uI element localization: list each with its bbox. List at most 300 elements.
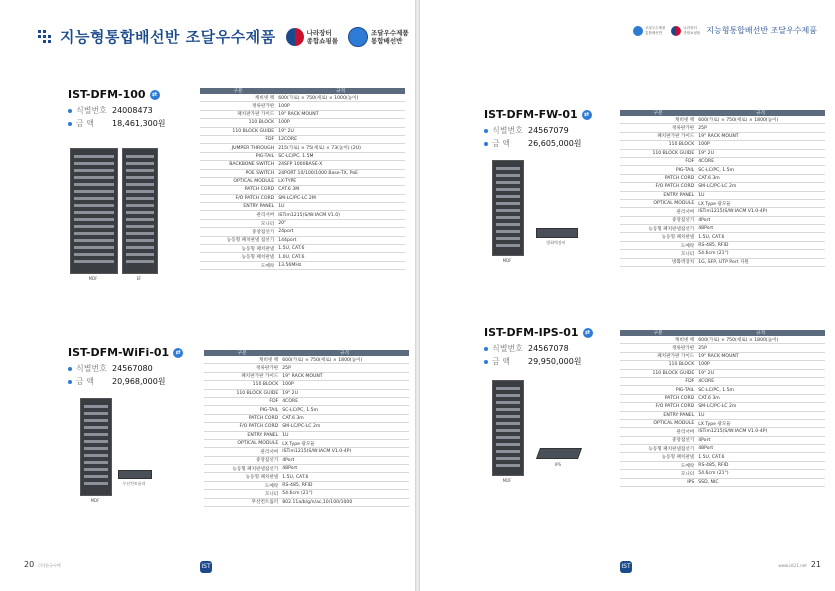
- rack-unit: [126, 169, 154, 172]
- spec-key: 패치판가판 가이드: [200, 110, 276, 118]
- rack-unit: [496, 223, 520, 226]
- spec-key: 110 BLOCK: [620, 141, 696, 149]
- right-page: [420, 0, 835, 591]
- spec-value: 19" 2U: [696, 149, 825, 157]
- rack-unit: [496, 429, 520, 432]
- spec-row: [620, 157, 825, 165]
- spec-value: 802.11a/b/g/n/ac,10/100/1000: [280, 498, 409, 506]
- spec-value: 19" 2U: [280, 389, 409, 397]
- link-badge-icon: ⇄: [583, 328, 593, 338]
- spec-value: SC-LC/PC, 1.5m: [696, 386, 825, 394]
- spec-value: LX Type 광모듈: [280, 439, 409, 447]
- spec-value: 600(가로) × 750(세로) × 1000(높이): [276, 94, 405, 102]
- spec-key: 정류판가판: [620, 344, 696, 352]
- spec-key: 모니터: [200, 219, 276, 227]
- spec-row: [200, 152, 405, 160]
- spec-row: [620, 191, 825, 199]
- spec-value: LX Type 광모듈: [696, 199, 825, 207]
- spec-value: 100P: [276, 119, 405, 127]
- rack-unit: [496, 415, 520, 418]
- rack-unit: [496, 394, 520, 397]
- spec-value: 13.56MHz: [276, 261, 405, 269]
- spec-row: [200, 186, 405, 194]
- dot-bullet-icon: [484, 360, 488, 364]
- ips-device-image: [536, 448, 582, 459]
- spec-value: 1U: [276, 203, 405, 211]
- spec-value: 4Port: [696, 216, 825, 224]
- spec-row: [620, 124, 825, 132]
- device-caption: 무선컨트롤러: [122, 481, 146, 486]
- spec-value: SC-LC/PC, 1.5m: [696, 166, 825, 174]
- spec-key: BACKBONE SWITCH: [200, 161, 276, 169]
- spec-row: [200, 177, 405, 185]
- rack-caption: MDF: [502, 478, 512, 483]
- rack-unit: [84, 419, 108, 422]
- price-value: 26,605,000원: [528, 139, 582, 148]
- right-logo1-line1: 조달우수제품: [645, 26, 666, 30]
- spec-key: 능동형 패치판넬집선기: [204, 465, 280, 473]
- spec-row: [200, 127, 405, 135]
- spec-key: 110 BLOCK GUIDE: [620, 149, 696, 157]
- rack-unit: [126, 246, 154, 249]
- spec-row: [620, 461, 825, 469]
- rack-unit: [496, 244, 520, 247]
- spec-key: 관리서버: [620, 428, 696, 436]
- spec-value: 54.6cm (21"): [280, 490, 409, 498]
- rack-unit: [496, 230, 520, 233]
- col-header-value: 규격: [280, 350, 409, 356]
- rack-unit: [126, 239, 154, 242]
- rack-unit: [496, 202, 520, 205]
- rack-unit: [126, 225, 154, 228]
- product-ist-dfm-ips-01: [484, 326, 593, 367]
- mdf-rack-image: [492, 380, 524, 476]
- spec-key: 캐비넷 랙: [620, 116, 696, 124]
- rack-unit: [74, 197, 114, 200]
- ef-rack-image: [122, 148, 158, 274]
- spec-row: [620, 411, 825, 419]
- rack-unit: [84, 468, 108, 471]
- rack-unit: [74, 253, 114, 256]
- left-header: [38, 26, 409, 47]
- col-header-key: 구분: [200, 88, 276, 94]
- spec-row: [620, 258, 825, 266]
- spec-table: [620, 110, 825, 267]
- spec-row: [204, 490, 409, 498]
- rack-unit: [496, 181, 520, 184]
- spec-key: F/O PATCH CORD: [620, 183, 696, 191]
- spec-row: [204, 356, 409, 364]
- id-value: 24008473: [112, 106, 153, 115]
- spec-value: CAT.6 3M: [276, 186, 405, 194]
- link-badge-icon: ⇄: [173, 348, 183, 358]
- spec-key: F/O PATCH CORD: [204, 423, 280, 431]
- spec-row: [620, 116, 825, 124]
- spec-key: 캐비넷 랙: [620, 336, 696, 344]
- spec-key: 도메락: [200, 261, 276, 269]
- spec-value: CAT.6 3m: [696, 394, 825, 402]
- spec-row: [620, 166, 825, 174]
- spec-key: PATCH CORD: [620, 394, 696, 402]
- spec-key: 110 BLOCK: [204, 381, 280, 389]
- spec-row: [620, 352, 825, 360]
- rack-unit: [496, 216, 520, 219]
- spec-key: 모니터: [204, 490, 280, 498]
- spec-row: [620, 141, 825, 149]
- spec-key: 중앙집선기: [620, 216, 696, 224]
- spec-value: 24SFP 1000BASE-X: [276, 161, 405, 169]
- right-logo2-line2: 종합쇼핑몰: [683, 30, 701, 35]
- product-name: IST-DFM-100: [68, 88, 146, 101]
- rack-unit: [126, 211, 154, 214]
- spec-value: 144port: [276, 236, 405, 244]
- spec-row: [200, 135, 405, 143]
- spec-key: PATCH CORD: [620, 174, 696, 182]
- spec-value: 100P: [696, 361, 825, 369]
- logo1-line2: 종합쇼핑몰: [306, 36, 338, 45]
- spec-key: 능동형 패치판넬 집선기: [200, 236, 276, 244]
- spec-row: [200, 161, 405, 169]
- rack-caption: EF: [136, 276, 142, 281]
- spec-row: [620, 216, 825, 224]
- spec-key: PIG-TAIL: [204, 406, 280, 414]
- spec-value: 54.6cm (21"): [696, 250, 825, 258]
- spec-row: [620, 453, 825, 461]
- company-logo-icon: IST: [200, 561, 212, 573]
- rack-unit: [496, 237, 520, 240]
- spec-key: 패치판가판 가이드: [620, 132, 696, 140]
- spec-row: [204, 448, 409, 456]
- spec-value: SM-LC/PC-LC 2m: [696, 183, 825, 191]
- spec-value: 24port: [276, 228, 405, 236]
- spec-row: [200, 236, 405, 244]
- spec-key: 110 BLOCK GUIDE: [620, 369, 696, 377]
- excellent-product-logo: [348, 27, 409, 47]
- spec-row: [620, 174, 825, 182]
- spec-row: [620, 445, 825, 453]
- spec-key: 도메락: [620, 241, 696, 249]
- spec-value: 4CORE: [696, 377, 825, 385]
- rack-unit: [496, 436, 520, 439]
- product-ist-dfm-wifi-01: [68, 346, 183, 387]
- rack-unit: [74, 260, 114, 263]
- shopping-mall-logo: [671, 26, 700, 36]
- spec-row: [620, 386, 825, 394]
- rack-unit: [84, 454, 108, 457]
- price-value: 29,950,000원: [528, 357, 582, 366]
- rack-unit: [74, 183, 114, 186]
- spec-row: [620, 233, 825, 241]
- spec-key: OPTICAL MODULE: [620, 419, 696, 427]
- spec-value: 19" RACK MOUNT: [696, 352, 825, 360]
- id-label: 식별번호: [76, 106, 107, 115]
- page-title: 지능형통합배선반 조달우수제품: [60, 28, 276, 46]
- spec-value: 54.6cm (21"): [696, 470, 825, 478]
- spec-row: [204, 465, 409, 473]
- spec-key: FDF: [620, 157, 696, 165]
- spec-key: 능동형 패치판넬: [620, 453, 696, 461]
- spec-value: LX-TYPE: [276, 177, 405, 185]
- rack-unit: [74, 232, 114, 235]
- spec-key: 무선컨트롤러: [204, 498, 280, 506]
- col-header-key: 구분: [620, 110, 696, 116]
- rack-unit: [74, 190, 114, 193]
- col-header-value: 규격: [696, 330, 825, 336]
- spec-row: [200, 211, 405, 219]
- rack-unit: [496, 195, 520, 198]
- rack-unit: [126, 218, 154, 221]
- company-url: www.ist21.net: [778, 563, 807, 568]
- rack-unit: [496, 387, 520, 390]
- spec-row: [204, 456, 409, 464]
- spec-value: 12CORE: [276, 135, 405, 143]
- spec-value: 1.5U, CAT.6: [696, 233, 825, 241]
- spec-key: F/O PATCH CORD: [200, 194, 276, 202]
- page-number: [778, 560, 821, 569]
- dot-bullet-icon: [484, 347, 488, 351]
- product-name: IST-DFM-FW-01: [484, 108, 578, 121]
- spec-key: FDF: [204, 397, 280, 405]
- spec-value: 100P: [276, 102, 405, 110]
- id-value: 24567079: [528, 126, 569, 135]
- price-label: 금 액: [492, 139, 510, 148]
- price-label: 금 액: [76, 119, 94, 128]
- spec-key: 정류판가판: [620, 124, 696, 132]
- spec-value: 600(가로) × 750(세로) × 1800(높이): [280, 356, 409, 364]
- rack-caption: MDF: [90, 498, 100, 503]
- spec-row: [204, 423, 409, 431]
- spec-value: CAT.6 3m: [696, 174, 825, 182]
- spec-row: [200, 228, 405, 236]
- spec-value: 19" RACK MOUNT: [280, 372, 409, 380]
- spec-value: RS-485, RFID: [280, 481, 409, 489]
- rack-unit: [126, 155, 154, 158]
- id-label: 식별번호: [492, 344, 523, 353]
- rack-unit: [126, 162, 154, 165]
- spec-key: 능동형 패치판넬집선기: [620, 445, 696, 453]
- grid-arrow-icon: [38, 30, 54, 44]
- right-logo2-line1: 나라장터: [683, 26, 697, 30]
- spec-key: OPTICAL MODULE: [204, 439, 280, 447]
- rack-unit: [496, 457, 520, 460]
- shopping-mall-logo: [286, 28, 338, 46]
- col-header-value: 규격: [696, 110, 825, 116]
- spec-key: 모니터: [620, 470, 696, 478]
- spec-value: 4CORE: [280, 397, 409, 405]
- price-value: 20,968,000원: [112, 377, 166, 386]
- spec-key: F/O PATCH CORD: [620, 403, 696, 411]
- rack-unit: [126, 176, 154, 179]
- spec-row: [200, 253, 405, 261]
- page-number: [24, 560, 61, 569]
- spec-value: SC-LC/PC, 1.5M: [276, 152, 405, 160]
- spec-value: 1G, SFP, UTP Port 지원: [696, 258, 825, 266]
- logo1-line1: 나라장터: [306, 28, 332, 37]
- spec-key: 도메락: [204, 481, 280, 489]
- rack-unit: [84, 475, 108, 478]
- spec-row: [200, 245, 405, 253]
- rack-unit: [84, 440, 108, 443]
- korea-emblem-icon: [671, 26, 681, 36]
- spec-table: [204, 350, 409, 507]
- dot-bullet-icon: [68, 122, 72, 126]
- spec-value: 48Port: [696, 445, 825, 453]
- spec-key: 캐비넷 랙: [200, 94, 276, 102]
- spec-row: [200, 169, 405, 177]
- running-header-title: 지능형통합배선반 조달우수제품: [706, 26, 817, 35]
- spec-key: 패치판가판 가이드: [204, 372, 280, 380]
- col-header-key: 구분: [620, 330, 696, 336]
- company-name: (주)한국시텍: [38, 563, 61, 568]
- device-caption: 방화벽장비: [546, 240, 566, 245]
- spec-table: [620, 330, 825, 487]
- spec-value: LX Type 광모듈: [696, 419, 825, 427]
- spec-row: [620, 478, 825, 486]
- spec-row: [620, 470, 825, 478]
- firewall-device-image: [536, 228, 578, 238]
- spec-key: 관리서버: [204, 448, 280, 456]
- spec-value: 1U: [696, 411, 825, 419]
- spec-key: 중앙집선기: [200, 228, 276, 236]
- spec-key: 관리서버: [200, 211, 276, 219]
- dot-bullet-icon: [68, 380, 72, 384]
- spec-key: FDF: [620, 377, 696, 385]
- company-logo-icon: IST: [620, 561, 632, 573]
- spec-value: 24PORT 10/100/1000 Base-TX, PoE: [276, 169, 405, 177]
- korea-emblem-icon: [286, 28, 304, 46]
- spec-row: [200, 102, 405, 110]
- spec-key: OPTICAL MODULE: [200, 177, 276, 185]
- price-value: 18,461,300원: [112, 119, 166, 128]
- spec-row: [620, 428, 825, 436]
- rack-unit: [126, 204, 154, 207]
- spec-key: ENTRY PANEL: [620, 411, 696, 419]
- rack-unit: [496, 188, 520, 191]
- spec-row: [204, 389, 409, 397]
- spec-value: 19" RACK MOUNT: [696, 132, 825, 140]
- spec-key: ENTRY PANEL: [204, 431, 280, 439]
- device-caption: IPS: [554, 462, 562, 467]
- spec-row: [620, 361, 825, 369]
- spec-key: PATCH CORD: [204, 414, 280, 422]
- spec-value: 1U: [280, 431, 409, 439]
- id-label: 식별번호: [492, 126, 523, 135]
- rack-unit: [496, 167, 520, 170]
- spec-key: 방화벽장치: [620, 258, 696, 266]
- spec-key: 캐비넷 랙: [204, 356, 280, 364]
- rack-unit: [84, 447, 108, 450]
- rack-unit: [496, 464, 520, 467]
- spec-key: PIG-TAIL: [620, 386, 696, 394]
- spec-row: [620, 394, 825, 402]
- col-header-key: 구분: [204, 350, 280, 356]
- link-badge-icon: ⇄: [150, 90, 160, 100]
- rack-unit: [126, 232, 154, 235]
- spec-value: ISTim1215(S/W:IACM V1.0-4P): [696, 428, 825, 436]
- spec-value: RS-485, RFID: [696, 461, 825, 469]
- rack-unit: [74, 211, 114, 214]
- rack-unit: [74, 204, 114, 207]
- col-header-value: 규격: [276, 88, 405, 94]
- spec-row: [620, 369, 825, 377]
- spec-value: 215(가로) × 75(세로) × 73(높이) (2U): [276, 144, 405, 152]
- spec-value: 4CORE: [696, 157, 825, 165]
- spec-value: 25P: [280, 364, 409, 372]
- spec-value: 48Port: [696, 225, 825, 233]
- wireless-controller-image: [118, 470, 152, 479]
- spec-value: ISTim1215(S/W:IACM V1.0-4P): [696, 208, 825, 216]
- logo2-line1: 조달우수제품: [371, 28, 409, 37]
- spec-value: RS-485, RFID: [696, 241, 825, 249]
- rack-unit: [496, 450, 520, 453]
- spec-row: [620, 344, 825, 352]
- spec-value: 100P: [280, 381, 409, 389]
- mdf-rack-image: [492, 160, 524, 256]
- rack-unit: [74, 176, 114, 179]
- spec-key: 정류판가판: [200, 102, 276, 110]
- rack-unit: [126, 253, 154, 256]
- spec-key: PIG-TAIL: [620, 166, 696, 174]
- spec-key: 능동형 패치판넬: [620, 233, 696, 241]
- right-header: [633, 25, 817, 36]
- logo2-line2: 통합배선반: [371, 36, 403, 45]
- rack-unit: [126, 183, 154, 186]
- spec-row: [204, 414, 409, 422]
- rack-unit: [74, 155, 114, 158]
- spec-value: 1.5U, CAT.6: [280, 473, 409, 481]
- price-label: 금 액: [492, 357, 510, 366]
- spec-row: [620, 336, 825, 344]
- right-logo1-line2: 통합배선반: [645, 30, 662, 35]
- spec-value: 20": [276, 219, 405, 227]
- spec-key: ENTRY PANEL: [620, 191, 696, 199]
- dot-bullet-icon: [484, 142, 488, 146]
- rack-unit: [496, 401, 520, 404]
- spec-row: [204, 431, 409, 439]
- spec-value: 25P: [696, 344, 825, 352]
- spec-row: [620, 132, 825, 140]
- quality-seal-icon: [633, 26, 643, 36]
- spec-value: 600(가로) × 750(세로) × 1800(높이): [696, 116, 825, 124]
- rack-unit: [496, 174, 520, 177]
- rack-unit: [84, 482, 108, 485]
- spec-row: [200, 144, 405, 152]
- spec-row: [200, 194, 405, 202]
- spec-key: FDF: [200, 135, 276, 143]
- spec-key: JUMPER THROUGH: [200, 144, 276, 152]
- spec-row: [620, 208, 825, 216]
- spec-row: [200, 110, 405, 118]
- spec-key: 110 BLOCK: [620, 361, 696, 369]
- spec-row: [204, 498, 409, 506]
- rack-unit: [496, 408, 520, 411]
- rack-unit: [74, 239, 114, 242]
- spec-value: 1U: [696, 191, 825, 199]
- spec-row: [204, 381, 409, 389]
- product-ist-dfm-fw-01: [484, 108, 592, 149]
- rack-unit: [84, 433, 108, 436]
- spec-row: [620, 241, 825, 249]
- spec-table: [200, 88, 405, 270]
- spec-value: 19" 2U: [696, 369, 825, 377]
- spec-row: [204, 481, 409, 489]
- spec-value: ISTim1215(S/W:IACM V1.0): [276, 211, 405, 219]
- id-value: 24567078: [528, 344, 569, 353]
- spec-key: 능동형 패치판넬: [200, 245, 276, 253]
- spec-key: 모니터: [620, 250, 696, 258]
- spec-key: 패치판가판 가이드: [620, 352, 696, 360]
- rack-caption: MDF: [502, 258, 512, 263]
